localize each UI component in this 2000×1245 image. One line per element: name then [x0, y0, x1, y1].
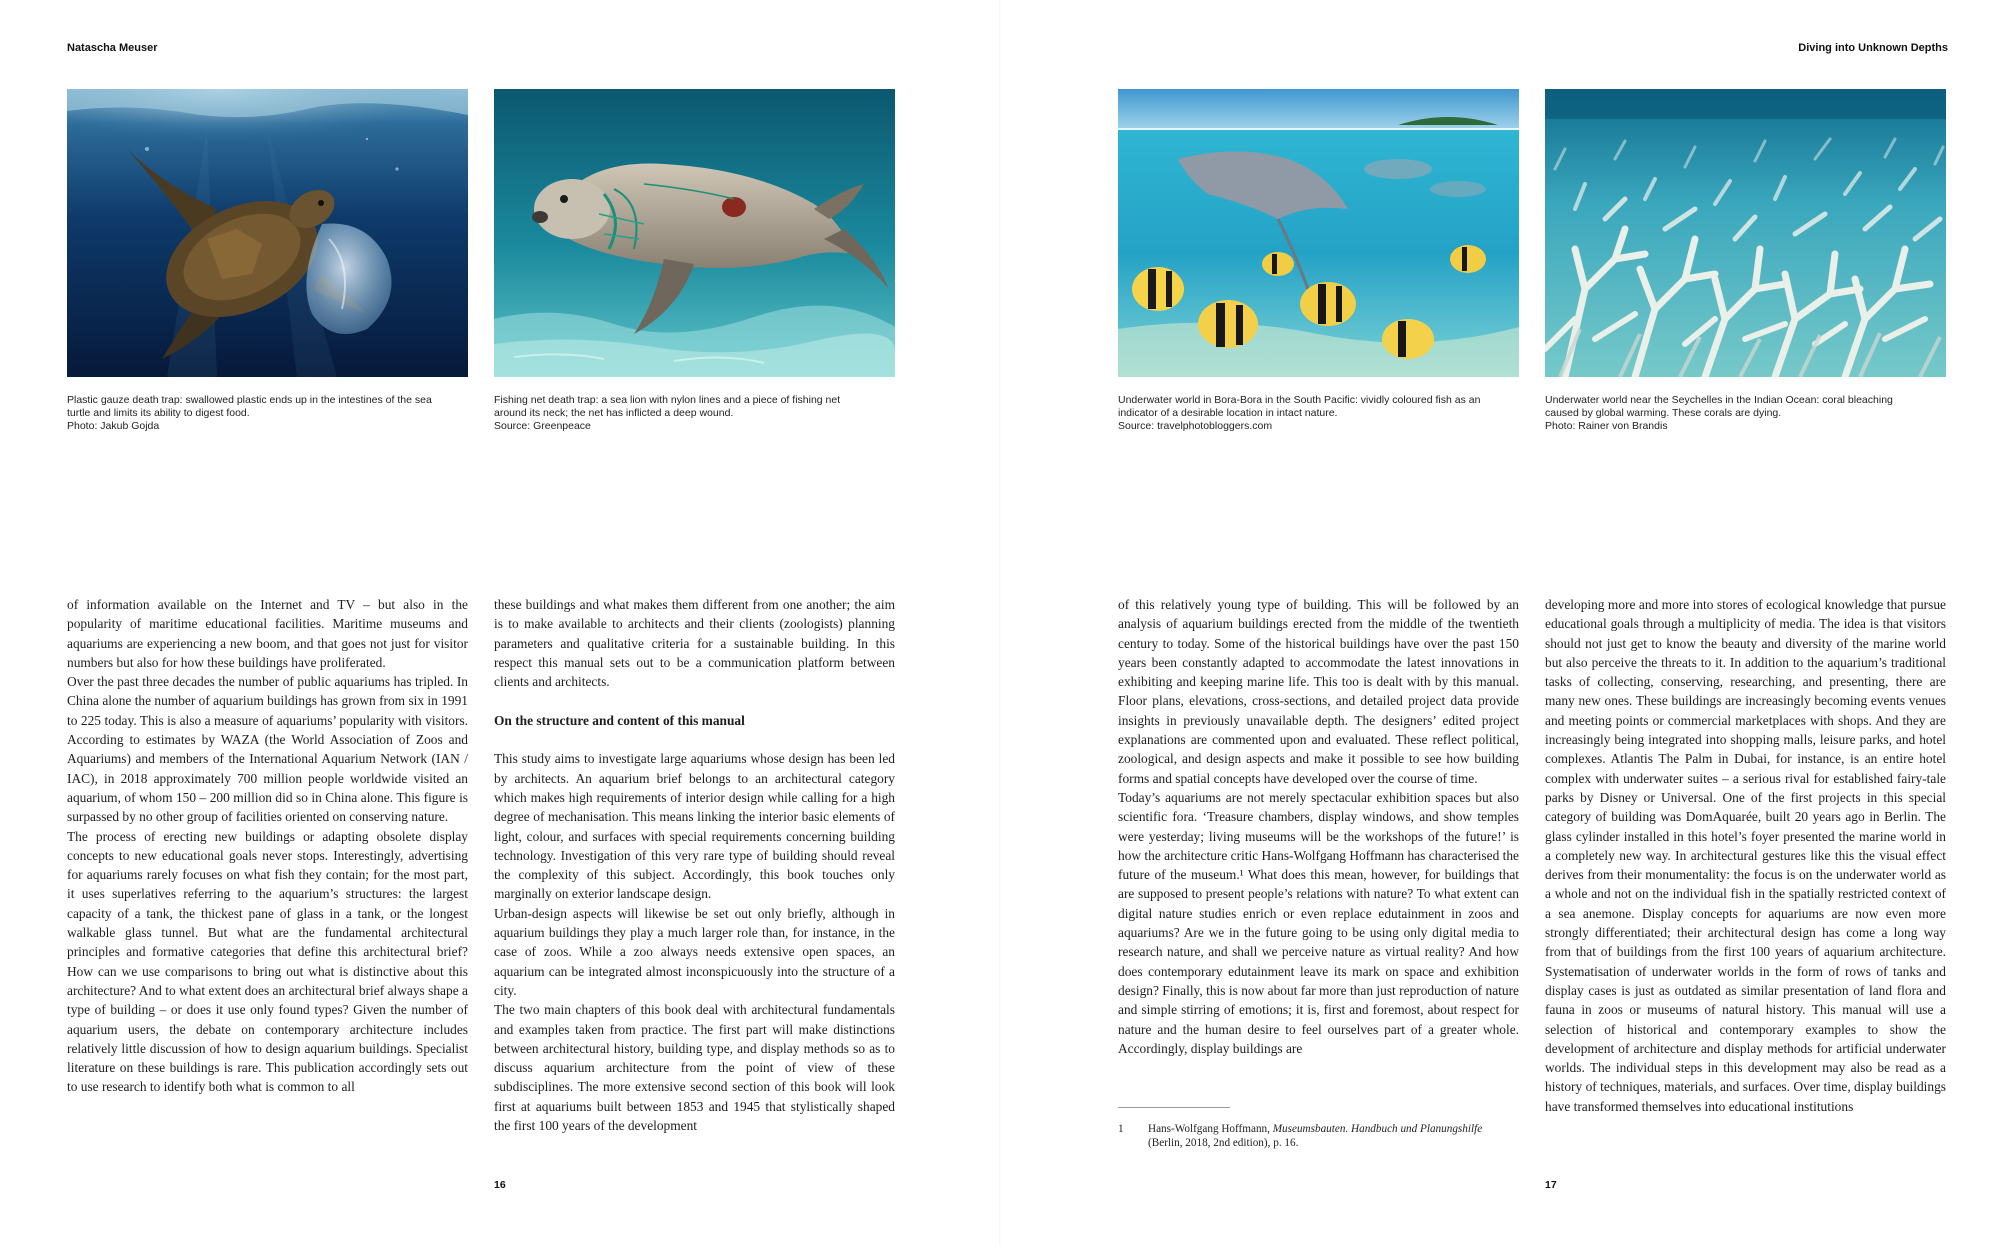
body-column-3: [1118, 595, 1519, 1058]
body-column-2: [494, 595, 895, 1135]
caption-line: Fishing net death trap: a sea lion with nylon lines and a piece of fishing net: [494, 394, 841, 406]
footnote-publication: (Berlin, 2018, 2nd edition), p. 16.: [1148, 1137, 1299, 1149]
caption-line: Plastic gauze death trap: swallowed plastic ends up in the intestines of the sea: [67, 394, 432, 406]
caption-seychelles: [1545, 394, 1946, 433]
running-head-author: Natascha Meuser: [67, 42, 158, 54]
footnote-book-title: Museumsbauten. Handbuch und Planungshilfe: [1272, 1123, 1483, 1135]
caption-sea-lion: [494, 394, 895, 433]
caption-sea-turtle: [67, 394, 468, 433]
footnote-rule: [1118, 1107, 1230, 1108]
body-paragraph: of information available on the Internet and TV – but also in the popularity of maritime educational facilities. Maritime museums and aquariums are experiencing a new boom, and that goes not just for visitor numbers but also for how these buildings have proliferated.: [67, 597, 468, 670]
footnote-text: [1148, 1122, 1519, 1150]
body-paragraph: these buildings and what makes them different from one another; the aim is to make available to architects and their clients (zoologists) planning parameters and qualitative criteria for a sustainable building. In this respect this manual sets out to be a communication platform between clients and architects.: [494, 597, 895, 690]
caption-line: caused by global warming. These corals are dying.: [1545, 407, 1782, 419]
caption-credit: Source: travelphotobloggers.com: [1118, 420, 1273, 432]
body-paragraph: Today’s aquariums are not merely spectacular exhibition spaces but also scientific fora. ‘Treasure chambers, display windows, and show temples were yesterday; living museums will be the workshops of the future!’ is how the architecture critic Hans-Wolfgang Hoffmann has characterised the future of the museum.¹ What does this mean, however, for buildings that are supposed to present people’s relations with nature? To what extent can digital nature studies enrich or even replace edutainment in zoos and aquariums? Are we in the future going to be using only digital media to research nature, and shall we perceive nature as virtual reality? And how does contemporary edutainment leave its mark on space and exhibition design? Finally, this is now about far more than just reproduction of nature and simple stirring of emotions; it is, first and foremost, about respect for nature and the human desire to feel ourselves part of a greater whole. Accordingly, display buildings are: [1118, 789, 1519, 1056]
body-paragraph: developing more and more into stores of ecological knowledge that pursue educational goals through a multiplicity of media. The idea is that visitors should not just get to know the beauty and diversity of the marine world but also perceive the threats to it. In addition to the aquarium’s traditional tasks of collecting, conserving, researching, and presenting, there are many new ones. These buildings are increasingly becoming events venues and meeting points or commercial marketplaces with shops. And they are increasingly being integrated into shopping malls, leisure parks, and hotel complexes. Atlantis The Palm in Dubai, for instance, is an entire hotel complex with underwater suites – a serious rival for established fairy-tale parks by Disney or Universal. One of the first projects in this special category of building was DomAquarée, built 20 years ago in Berlin. The glass cylinder installed in this hotel’s foyer presented the marine world in a completely new way. In architectural gestures like this the visual effect derives from their monumentality: the focus is on the underwater world as a whole and not on the individual fish in the spatially restricted context of a sea anemone. Display concepts for aquariums are now even more strongly differentiated; their architectural design has come a long way from that of buildings from the first 100 years of aquarium architecture. Systematisation of underwater worlds in the form of rows of tanks and display cases is just as outdated as similar presentation of land flora and fauna in zoos or museums of natural history. This manual will use a selection of historical and contemporary examples to show the development of architecture and display methods for artificial underwater worlds. The individual steps in this development may also be read as a history of techniques, materials, and surfaces. Over time, display buildings have transformed themselves into educational institutions: [1545, 597, 1946, 1114]
body-paragraph: The two main chapters of this book deal with architectural fundamentals and examples taken from practice. The first part will make distinctions between architectural history, building type, and display methods so as to discuss aquarium architecture from the point of view of these subdisciplines. The more extensive second section of this book will look first at aquariums built between 1853 and 1945 that stylistically shaped the first 100 years of the development: [494, 1002, 895, 1134]
section-heading: On the structure and content of this manual: [494, 712, 745, 728]
caption-credit: Source: Greenpeace: [494, 420, 591, 432]
caption-line: turtle and limits its ability to digest food.: [67, 407, 250, 419]
caption-line: around its neck; the net has inflicted a deep wound.: [494, 407, 734, 419]
footnote-author: Hans-Wolfgang Hoffmann,: [1148, 1123, 1273, 1135]
page-number: 16: [494, 1179, 506, 1191]
body-paragraph: This study aims to investigate large aquariums whose design has been led by architects. An aquarium brief belongs to an architectural category which makes high requirements of interior design while calling for a high degree of mechanisation. This means linking the interior basic elements of light, colour, and surfaces with special requirements concerning building technology. Investigation of this very rare type of building should reveal the complexity of this subject. Accordingly, this book touches only marginally on exterior landscape design.: [494, 751, 895, 902]
caption-bora-bora: [1118, 394, 1519, 433]
body-paragraph: Over the past three decades the number of public aquariums has tripled. In China alone the number of aquarium buildings has grown from six in 1991 to 225 today. This is also a measure of aquariums’ popularity with visitors. According to estimates by WAZA (the World Association of Zoos and Aquariums) and members of the International Aquarium Network (IAN / IAC), in 2018 approximately 700 million people worldwide visited an aquarium, of whom 150 – 200 million did so in China alone. This figure is surpassed by no other group of facilities oriented on conserving nature.: [67, 674, 468, 825]
caption-line: Underwater world in Bora-Bora in the South Pacific: vividly coloured fish as an: [1118, 394, 1481, 406]
body-column-1: [67, 595, 468, 1097]
running-head-title: Diving into Unknown Depths: [1798, 42, 1948, 54]
body-paragraph: Urban-design aspects will likewise be set out only briefly, although in aquarium buildings they play a much larger role than, for instance, in the case of zoos. While a zoo always needs extensive open spaces, an aquarium can be integrated almost inconspicuously into the structure of a city.: [494, 905, 895, 998]
photo-bora-bora-lagoon: [1118, 89, 1519, 377]
body-paragraph: of this relatively young type of building. This will be followed by an analysis of aquarium buildings erected from the middle of the twentieth century to today. Some of the historical buildings have over the past 150 years been constantly adapted to accommodate the latest innovations in exhibiting and keeping marine life. This too is dealt with by this manual. Floor plans, elevations, cross-sections, and detailed project data provide insights in previously unavailable depth. The designers’ edited project explanations are commented upon and evaluated. These reflect political, zoological, and design aspects and make it possible to see how building forms and spatial concepts have developed over the course of time.: [1118, 597, 1519, 786]
photo-sea-turtle-plastic: [67, 89, 468, 377]
right-page: [1000, 0, 2000, 1245]
caption-credit: Photo: Rainer von Brandis: [1545, 420, 1668, 432]
footnote: [1118, 1122, 1519, 1150]
footnote-number: 1: [1118, 1123, 1124, 1135]
page-number: 17: [1545, 1179, 1557, 1191]
caption-line: indicator of a desirable location in intact nature.: [1118, 407, 1338, 419]
body-column-4: [1545, 595, 1946, 1116]
body-paragraph: The process of erecting new buildings or adapting obsolete display concepts to new educational goals never stops. Interestingly, advertising for aquariums rarely focuses on what fish they contain; for the most part, it uses superlatives referring to the aquarium’s structures: the largest capacity of a tank, the thickest pane of glass in a tank, or the longest walkable glass tunnel. But what are the fundamental architectural principles and formative categories that define this architectural brief? How can we use comparisons to bring out what is distinctive about this architecture? And to what extent does an architectural brief always shape a type of building – or does it use only found types? Given the number of aquarium users, the debate on contemporary architecture includes relatively little discussion of how to design aquarium buildings. Specialist literature on these buildings is rare. This publication accordingly sets out to use research to identify both what is common to all: [67, 828, 468, 1095]
photo-sea-lion-fishing-net: [494, 89, 895, 377]
caption-line: Underwater world near the Seychelles in the Indian Ocean: coral bleaching: [1545, 394, 1893, 406]
photo-bleached-coral: [1545, 89, 1946, 377]
caption-credit: Photo: Jakub Gojda: [67, 420, 160, 432]
